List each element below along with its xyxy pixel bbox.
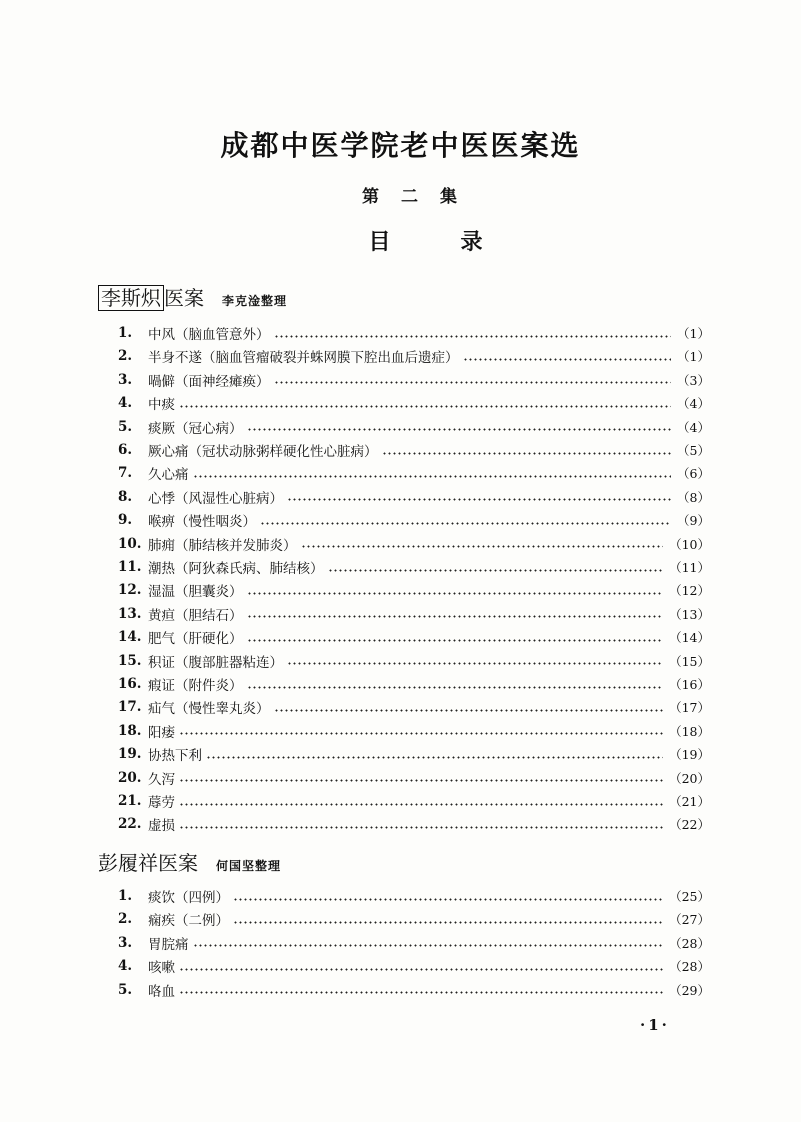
physician-name: 彭履祥 (98, 851, 158, 875)
entry-page-number: （25） (669, 889, 710, 904)
entry-page-number: （5） (677, 443, 710, 458)
entry-number: 1. (118, 888, 133, 904)
entry-page-number: （22） (669, 817, 710, 833)
book-title: 成都中医学院老中医医案选 (220, 129, 581, 162)
entry-page-number: （19） (669, 747, 710, 763)
entry-title: 湿温（胆囊炎） (148, 584, 243, 601)
dot-leader (260, 522, 671, 525)
toc-entry (118, 767, 710, 789)
dot-leader (301, 545, 664, 548)
toc-entry (118, 345, 710, 367)
entry-number: 2. (118, 911, 133, 928)
entry-title: 协热下利 (148, 748, 202, 765)
entry-title: 黄疸（胆结石） (148, 607, 243, 624)
entry-page-number: （28） (669, 935, 710, 951)
entry-page-number: （18） (669, 723, 710, 739)
toc-entry (118, 579, 710, 601)
entry-number: 19. (118, 746, 142, 763)
dot-leader (328, 569, 664, 572)
dot-leader (382, 452, 672, 455)
entry-page-number: （8） (677, 489, 710, 505)
dot-leader (193, 944, 664, 947)
toc-entry (118, 673, 710, 695)
toc-entry (118, 392, 710, 414)
entry-page-number: （29） (669, 982, 710, 998)
entry-page-number: （6） (677, 466, 710, 482)
entry-title: 虚损 (148, 818, 175, 835)
entry-page-number: （10） (669, 536, 710, 552)
entry-title: 痰厥（冠心病） (148, 420, 243, 437)
dot-leader (179, 779, 663, 782)
entry-title: 潮热（阿狄森氏病、肺结核） (148, 561, 324, 577)
entry-title: 肺痈（肺结核并发肺炎） (148, 537, 297, 554)
dot-leader (247, 428, 672, 431)
entry-number: 1. (118, 325, 133, 341)
dot-leader (247, 592, 664, 595)
entry-number: 5. (118, 981, 133, 998)
toc-entry (118, 416, 710, 438)
toc-entry (118, 650, 710, 672)
entry-page-number: （12） (669, 583, 710, 599)
entry-number: 12. (118, 582, 142, 599)
entry-number: 13. (118, 605, 142, 622)
entry-title: 肥气（肝硬化） (148, 631, 243, 648)
toc-entry (118, 556, 710, 578)
entry-page-number: （1） (677, 326, 710, 341)
toc-entry (118, 743, 710, 765)
dot-leader (193, 475, 672, 478)
editor-credit: 何国坚整理 (216, 859, 282, 873)
entry-number: 22. (118, 816, 142, 833)
entry-title: 痰饮（四例） (148, 890, 229, 906)
entry-number: 14. (118, 629, 142, 646)
entry-title: 疝气（慢性睾丸炎） (148, 701, 270, 718)
dot-leader (179, 732, 663, 735)
editor-credit: 李克淦整理 (222, 294, 288, 308)
dot-leader (274, 381, 672, 384)
toc-entry (118, 603, 710, 625)
section-heading-suffix: 医案 (164, 286, 204, 310)
toc-entry (118, 813, 710, 835)
entry-number: 17. (118, 699, 142, 716)
dot-leader (247, 686, 664, 689)
toc-entry (118, 955, 710, 977)
page-number: ·1· (640, 1016, 670, 1034)
entry-page-number: （11） (669, 560, 710, 575)
entry-number: 9. (118, 512, 133, 529)
toc-entry (118, 790, 710, 812)
entry-page-number: （28） (669, 959, 710, 975)
toc-entry (118, 885, 710, 907)
entry-page-number: （15） (669, 653, 710, 669)
entry-page-number: （16） (669, 677, 710, 692)
volume-label: 第二集 (362, 187, 479, 207)
section-heading-1 (98, 285, 287, 311)
dot-leader (179, 991, 663, 994)
section-heading-2 (98, 850, 281, 876)
toc-entry (118, 322, 710, 344)
dot-leader (287, 498, 671, 501)
toc-entry (118, 932, 710, 954)
dot-leader (274, 335, 672, 338)
toc-entry (118, 626, 710, 648)
entry-title: 心悸（风湿性心脏病） (148, 490, 283, 507)
toc-entry (118, 533, 710, 555)
entry-page-number: （1） (677, 349, 710, 365)
dot-leader (463, 358, 672, 361)
dot-leader (247, 615, 664, 618)
toc-entry (118, 369, 710, 391)
entry-title: 蓐劳 (148, 795, 175, 811)
physician-name-boxed: 李斯炽 (98, 285, 164, 311)
entry-title: 积证（腹部脏器粘连） (148, 654, 283, 671)
entry-title: 痫疾（二例） (148, 913, 229, 930)
entry-title: 阳痿 (148, 724, 175, 741)
entry-title: 喎僻（面神经瘫痪） (148, 373, 270, 390)
entry-title: 久泻 (148, 771, 175, 788)
entry-page-number: （27） (669, 912, 710, 928)
entry-number: 10. (118, 535, 142, 552)
toc-entry (118, 439, 710, 461)
entry-number: 3. (118, 371, 133, 388)
entry-number: 2. (118, 348, 133, 365)
dot-leader (179, 968, 663, 971)
entry-page-number: （4） (677, 396, 710, 412)
entry-title: 喉痹（慢性咽炎） (148, 514, 256, 531)
dot-leader (274, 709, 664, 712)
dot-leader (179, 826, 663, 829)
entry-page-number: （13） (669, 606, 710, 622)
dot-leader (247, 639, 664, 642)
entry-number: 4. (118, 395, 133, 412)
entry-title: 咯血 (148, 983, 175, 1000)
toc-entry (118, 696, 710, 718)
dot-leader (206, 756, 663, 759)
dot-leader (233, 898, 663, 901)
entry-title: 中痰 (148, 397, 175, 414)
entry-title: 咳嗽 (148, 960, 175, 977)
toc-entry (118, 486, 710, 508)
entry-title: 久心痛 (148, 467, 189, 484)
entry-page-number: （14） (669, 630, 710, 646)
toc-title: 目录 (368, 230, 553, 255)
entry-number: 3. (118, 934, 133, 951)
entry-title: 胃脘痛 (148, 936, 189, 953)
entry-title: 中风（脑血管意外） (148, 327, 270, 343)
toc-entry (118, 462, 710, 484)
entry-number: 7. (118, 465, 133, 482)
entry-number: 4. (118, 958, 133, 975)
entry-number: 18. (118, 722, 142, 739)
entry-page-number: （20） (669, 770, 710, 786)
entry-title: 瘕证（附件炎） (148, 678, 243, 694)
toc-entry (118, 979, 710, 1001)
dot-leader (287, 662, 663, 665)
toc-entry (118, 908, 710, 930)
entry-title: 厥心痛（冠状动脉粥样硬化性心脏病） (148, 444, 378, 460)
entry-page-number: （21） (669, 794, 710, 809)
dot-leader (179, 405, 671, 408)
entry-number: 6. (118, 442, 133, 458)
section-heading-suffix: 医案 (158, 851, 198, 875)
entry-page-number: （4） (677, 419, 710, 435)
entry-number: 20. (118, 769, 142, 786)
entry-number: 21. (118, 793, 142, 809)
entry-page-number: （9） (677, 513, 710, 529)
dot-leader (179, 803, 663, 806)
dot-leader (233, 921, 663, 924)
entry-title: 半身不遂（脑血管瘤破裂并蛛网膜下腔出血后遗症） (148, 350, 459, 367)
entry-number: 16. (118, 676, 142, 692)
entry-page-number: （3） (677, 372, 710, 388)
entry-number: 5. (118, 418, 133, 435)
entry-number: 15. (118, 652, 142, 669)
toc-entry (118, 720, 710, 742)
toc-entry (118, 509, 710, 531)
entry-number: 11. (118, 559, 142, 575)
entry-page-number: （17） (669, 700, 710, 716)
entry-number: 8. (118, 488, 133, 505)
